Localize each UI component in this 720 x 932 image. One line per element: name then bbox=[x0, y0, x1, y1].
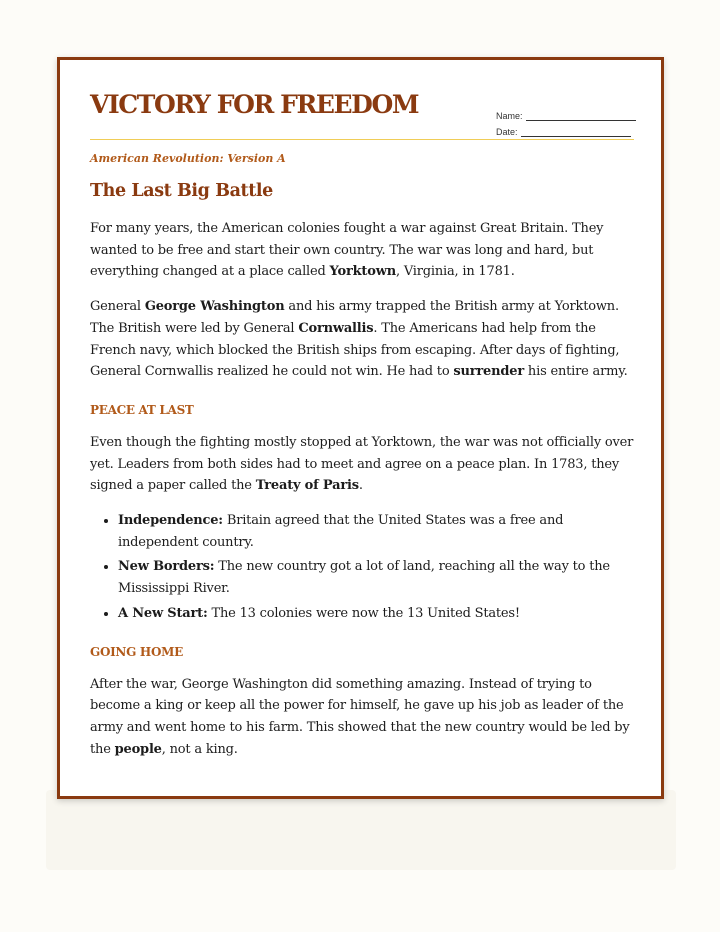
student-fields bbox=[496, 105, 636, 137]
article bbox=[90, 181, 636, 773]
list-item bbox=[118, 510, 636, 553]
section-heading-peace: PEACE AT LAST bbox=[90, 402, 194, 417]
date-label: Date: bbox=[496, 127, 518, 137]
text: , Virginia, in 1781. bbox=[395, 264, 515, 280]
list-text: The new country got a lot of land, reaching all the way to the Mississippi River. bbox=[118, 559, 610, 597]
bold-term: Cornwallis bbox=[298, 320, 374, 336]
text: For many years, the American colonies fought a war against Great Britain. They wanted to be free and start their own country. The war was long and hard, but everything changed at a place called bbox=[90, 221, 604, 280]
subtitle: American Revolution: Version A bbox=[90, 152, 286, 165]
header-divider bbox=[90, 139, 634, 140]
article-heading: The Last Big Battle bbox=[90, 181, 273, 201]
list-term: New Borders: bbox=[118, 559, 215, 575]
text: . bbox=[358, 478, 363, 494]
bold-term: surrender bbox=[453, 364, 524, 380]
text: , not a king. bbox=[161, 741, 238, 757]
bold-term: George Washington bbox=[144, 299, 285, 315]
name-field[interactable] bbox=[496, 105, 636, 121]
paragraph-4 bbox=[90, 674, 636, 761]
treaty-terms-list bbox=[90, 510, 636, 625]
list-term: A New Start: bbox=[118, 605, 208, 621]
name-line[interactable] bbox=[526, 112, 636, 121]
list-term: Independence: bbox=[118, 513, 223, 529]
text: Even though the fighting mostly stopped at Yorktown, the war was not officially over yet. Leaders from both sides had to meet and agree on a peace plan. In 1783, they signed a paper called the bbox=[90, 434, 634, 494]
bold-term: Yorktown bbox=[329, 264, 396, 280]
bold-term: Treaty of Paris bbox=[255, 478, 359, 494]
text: his entire army. bbox=[524, 364, 628, 380]
section-heading-home: GOING HOME bbox=[90, 644, 183, 659]
worksheet bbox=[57, 57, 664, 799]
paragraph-3 bbox=[90, 432, 636, 497]
text: General bbox=[90, 299, 145, 315]
paragraph-1 bbox=[90, 218, 636, 283]
page-shadow bbox=[46, 790, 676, 870]
date-field[interactable] bbox=[496, 121, 636, 137]
text: and his army trapped the British army at Yorktown. The British were led by General bbox=[90, 299, 619, 336]
date-line[interactable] bbox=[521, 128, 631, 137]
text: . The Americans had help from the French navy, which blocked the British ships from escaping. After days of fighting, General Cornwallis realized he could not win. He had to bbox=[90, 320, 620, 380]
paragraph-2 bbox=[90, 296, 636, 383]
text: After the war, George Washington did something amazing. Instead of trying to become a king or keep all the power for himself, he gave up his job as leader of the army and went home to his farm. This showed that the new country would be led by the bbox=[90, 676, 630, 757]
bold-term: people bbox=[114, 741, 162, 757]
list-item bbox=[118, 603, 636, 625]
list-text: The 13 colonies were now the 13 United States! bbox=[207, 605, 520, 621]
list-text: Britain agreed that the United States was a free and independent country. bbox=[118, 513, 564, 550]
name-label: Name: bbox=[496, 111, 523, 121]
list-item bbox=[118, 556, 636, 599]
page-title: VICTORY FOR FREEDOM bbox=[90, 90, 419, 119]
